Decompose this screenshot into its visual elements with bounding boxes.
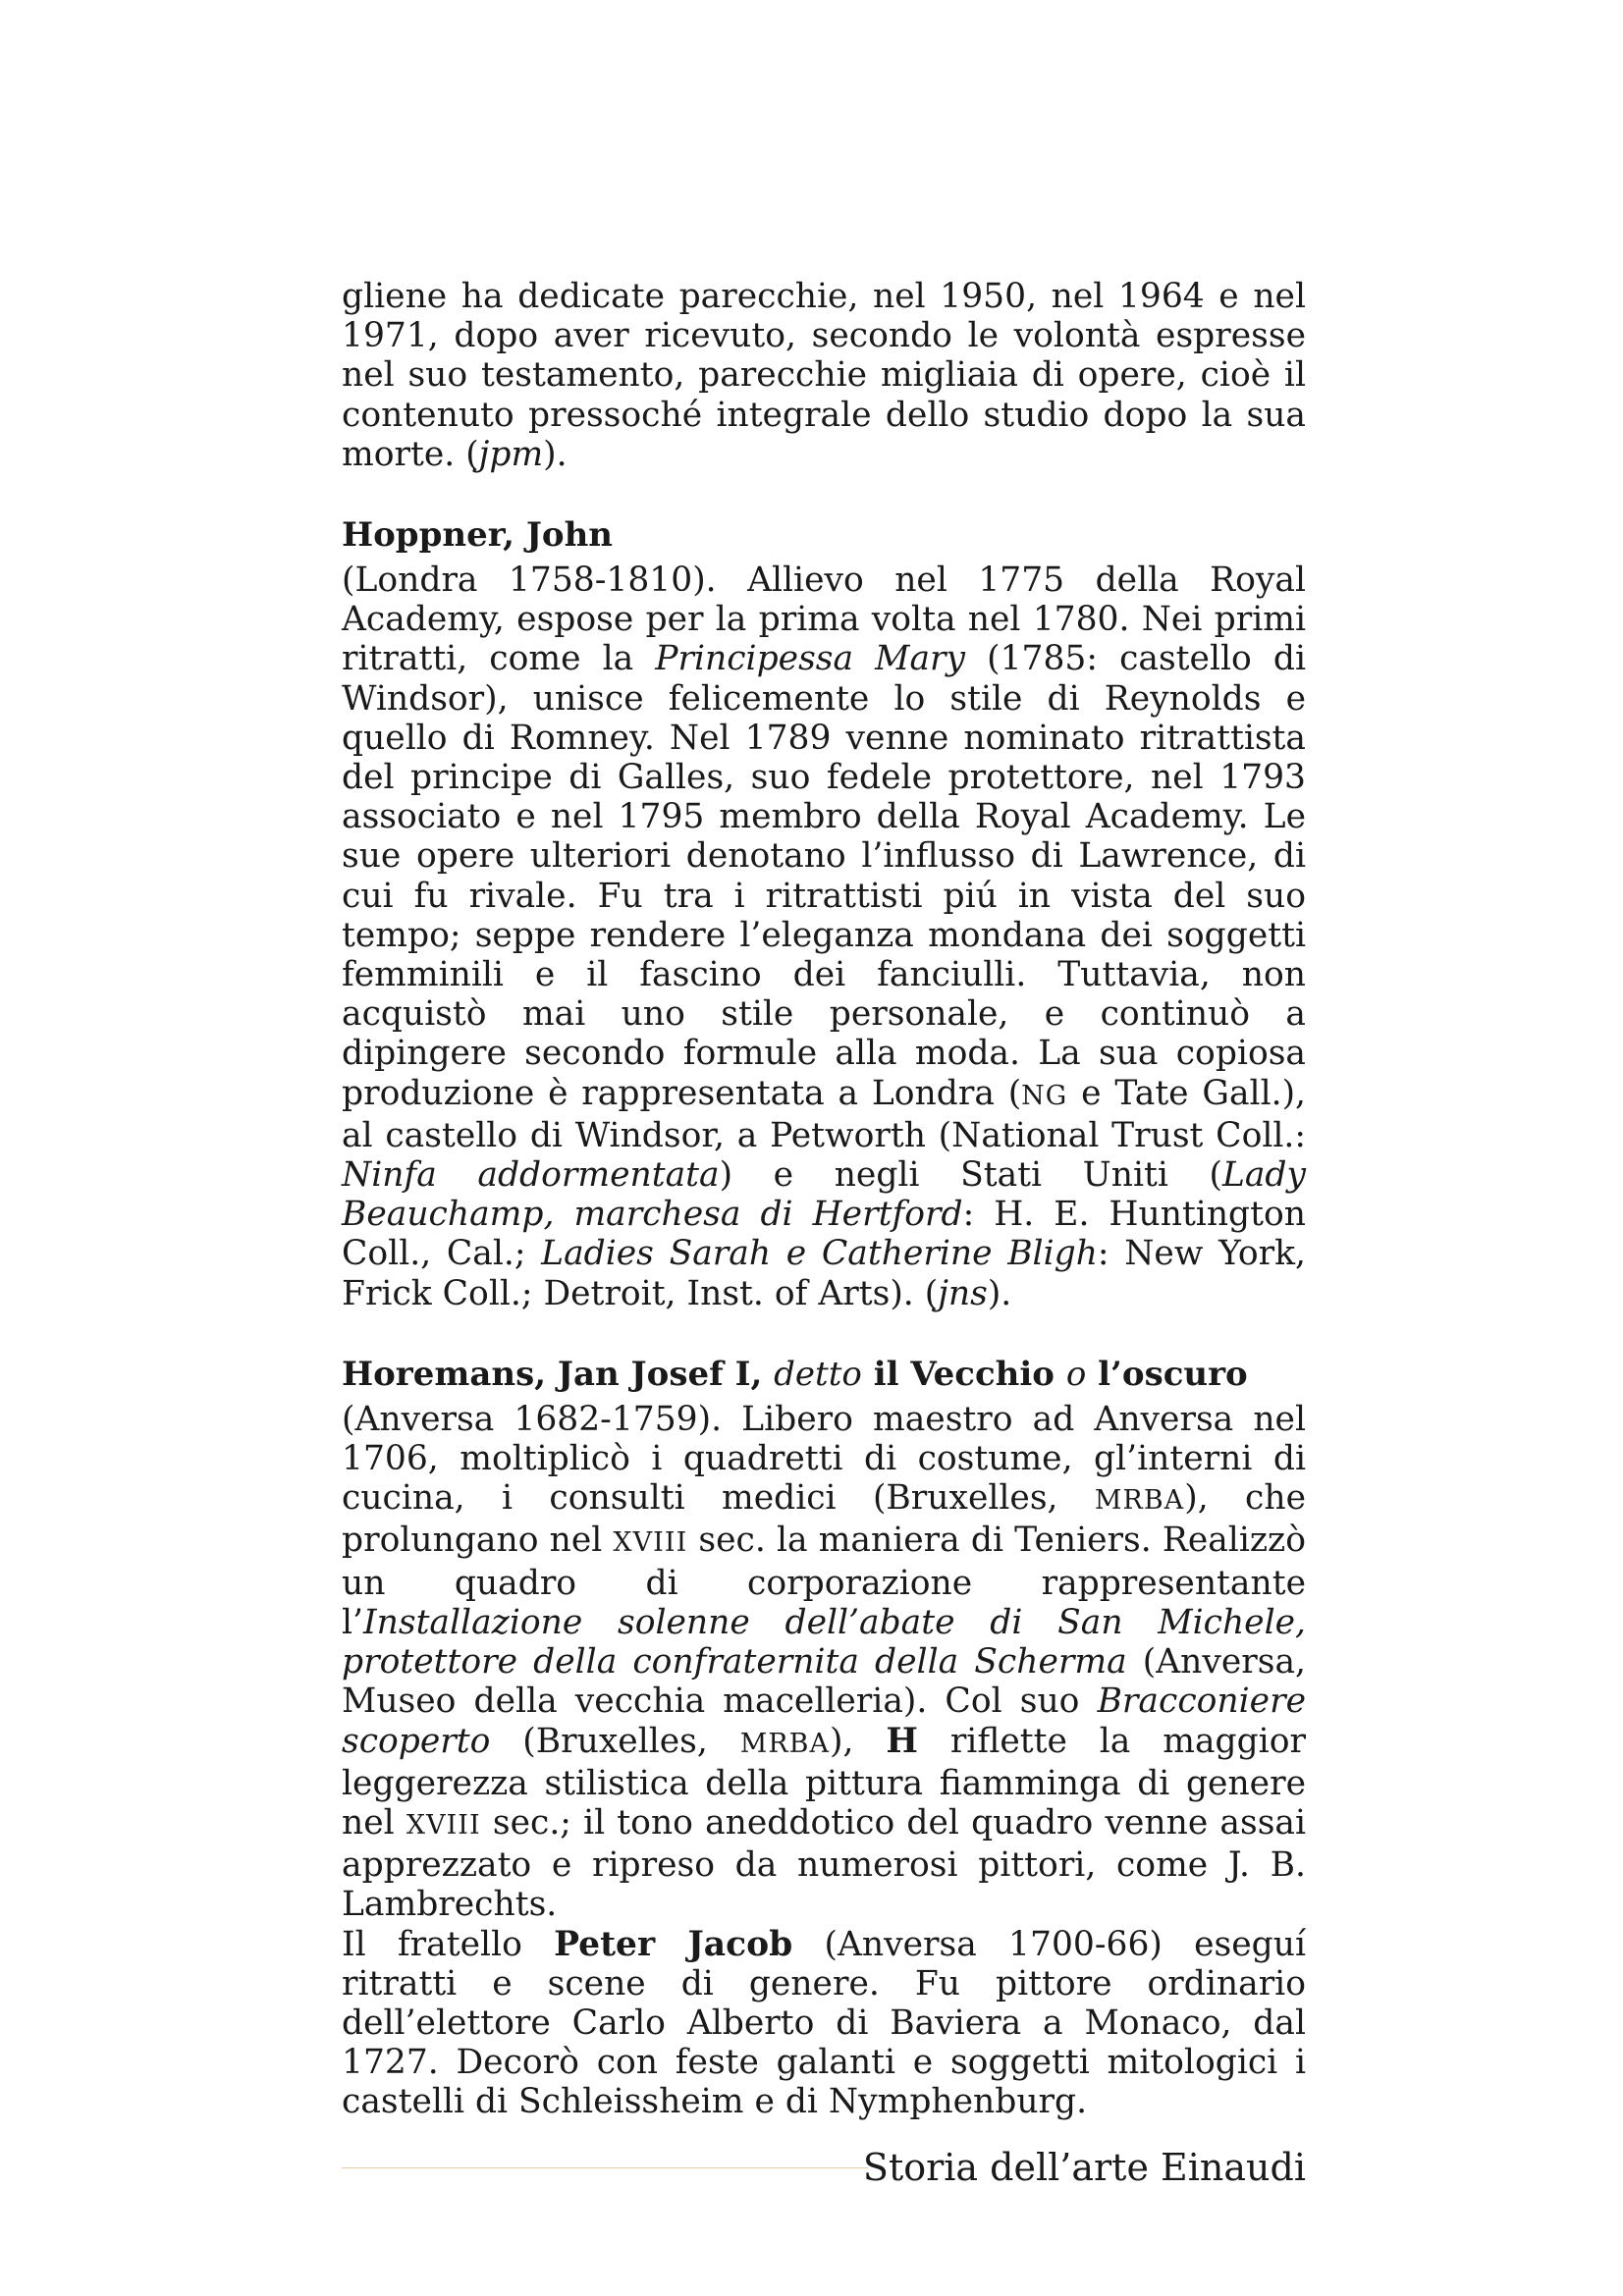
entry-body-hoppner: (Londra 1758-1810). Allievo nel 1775 della Royal Academy, espose per la prima volta nel 1780. Nei primi ritratti, come la Principessa Mary (1785: castello di Windsor), unisce felicemente lo stile di Reynolds e quello di Romney. Nel 1789 venne nominato ritrattista del principe di Galles, suo fedele protettore, nel 1793 associato e nel 1795 membro della Royal Academy. Le sue opere ulteriori denotano l’influsso di Lawrence, di cui fu rivale. Fu tra i ritrattisti piú in vista del suo tempo; seppe rendere l’eleganza mondana dei soggetti femminili e il fascino dei fanciulli. Tuttavia, non acquistò mai uno stile personale, e continuò a dipingere secondo formule alla moda. La sua copiosa produzione è rappresentata a Londra (NG e Tate Gall.), al castello di Windsor, a Petworth (National Trust Coll.: Ninfa addormentata) e negli Stati Uniti (Lady Beauchamp, marchesa di Hertford: H. E. Huntington Coll., Cal.; Ladies Sarah e Catherine Bligh: New York, Frick Coll.; Detroit, Inst. of Arts). (jns). <box>342 561 1307 1313</box>
footer-title: Storia dell’arte Einaudi <box>862 2146 1306 2189</box>
horemans-work-title: Bracconiere scoperto <box>342 1682 1306 1761</box>
hoppner-text-1: (Londra 1758-1810). Allievo nel 1775 della Royal Academy, espose per la prima volta nel 1780. Nei primi ritratti, come la <box>342 561 1306 679</box>
hoppner-signature: jns <box>938 1273 988 1313</box>
hoppner-work-title: Ladies Sarah e Catherine Bligh <box>541 1234 1098 1274</box>
horemans-initial: H <box>886 1721 918 1761</box>
horemans-title-oscuro: l’oscuro <box>1098 1354 1248 1394</box>
hoppner-abbreviation: NG <box>1021 1080 1068 1111</box>
horemans-text-6: ), <box>830 1721 887 1761</box>
hoppner-work-title: Ninfa addormentata <box>342 1155 720 1196</box>
entry-body-horemans-brother <box>342 1925 1306 2122</box>
horemans-title-detto: detto <box>774 1354 862 1394</box>
horemans-text-2: ), che prolungano nel <box>342 1478 1306 1561</box>
page-body <box>342 277 1306 2122</box>
horemans-century: XVIII <box>406 1809 481 1841</box>
hoppner-text-5: : H. E. Huntington Coll., Cal.; <box>342 1195 1306 1274</box>
horemans-work-title: Installazione solenne dell’abate di San Michele, protettore della confraternita della Scherma <box>342 1602 1306 1682</box>
hoppner-text-3: e Tate Gall.), al castello di Windsor, a Petworth (National Trust Coll.: <box>342 1073 1306 1155</box>
horemans-abbreviation: MRBA <box>739 1728 831 1759</box>
hoppner-text-4: ) e negli Stati Uniti ( <box>719 1155 1222 1196</box>
brother-name: Peter Jacob <box>554 1924 793 1964</box>
horemans-title-o: o <box>1065 1354 1087 1394</box>
horemans-title-name: Horemans, Jan Josef I, <box>342 1354 763 1394</box>
brother-intro: Il fratello <box>342 1924 555 1964</box>
hoppner-text-6: : New York, Frick Coll.; Detroit, Inst. of Arts). <box>342 1234 1306 1313</box>
horemans-text-1: (Anversa 1682-1759). Libero maestro ad Anversa nel 1706, moltiplicò i quadretti di costume, gl’interni di cucina, i consulti medici (Bruxelles, <box>342 1399 1306 1519</box>
intro-text: gliene ha dedicate parecchie, nel 1950, nel 1964 e nel 1971, dopo aver ricevuto, secondo le volontà espresse nel suo testamento, parecchie migliaia di opere, cioè il contenuto pressoché integrale dello studio dopo la sua morte. <box>342 277 1306 474</box>
horemans-text-3: sec. la maniera di Teniers. Realizzò un quadro di corporazione rappresentante l’ <box>342 1521 1306 1642</box>
brother-text: (Anversa 1700-66) eseguí ritratti e scene di genere. Fu pittore ordinario dell’elettore Carlo Alberto di Baviera a Monaco, dal 1727. Decorò con feste galanti e soggetti mitologici i castelli di Schleissheim e di Nymphenburg. <box>342 1924 1307 2122</box>
intro-signature: jpm <box>478 434 544 474</box>
horemans-text-8: sec.; il tono aneddotico del quadro venne assai apprezzato e ripreso da numerosi pittori, come J. B. Lambrechts. <box>342 1802 1306 1925</box>
entry-title-horemans <box>342 1355 1306 1394</box>
hoppner-text-2: (1785: castello di Windsor), unisce felicemente lo stile di Reynolds e quello di Romney. Nel 1789 venne nominato ritrattista del principe di Galles, suo fedele protettore, nel 1793 associato e nel 1795 membro della Royal Academy. Le sue opere ulteriori denotano l’influsso di Lawrence, di cui fu rivale. Fu tra i ritrattisti piú in vista del suo tempo; seppe rendere l’eleganza mondana dei soggetti femminili e il fascino dei fanciulli. Tuttavia, non acquistò mai uno stile personale, e continuò a dipingere secondo formule alla moda. La sua copiosa produzione è rappresentata a Londra ( <box>342 639 1307 1113</box>
hoppner-work-title: Principessa Mary <box>655 639 966 679</box>
entry-body-horemans <box>342 1400 1306 1925</box>
footer-rule <box>342 2167 868 2168</box>
entry-title-hoppner: Hoppner, John <box>342 515 614 556</box>
horemans-text-7: riflette la maggior leggerezza stilistica della pittura fiamminga di genere nel <box>342 1721 1306 1842</box>
horemans-title-vecchio: il Vecchio <box>873 1354 1055 1394</box>
page-footer <box>342 2140 1306 2195</box>
horemans-text-4: (Anversa, Museo della vecchia macelleria). Col suo <box>342 1642 1306 1722</box>
horemans-text-5: (Bruxelles, <box>490 1721 740 1761</box>
horemans-century: XVIII <box>613 1527 688 1559</box>
intro-paragraph: gliene ha dedicate parecchie, nel 1950, nel 1964 e nel 1971, dopo aver ricevuto, secondo le volontà espresse nel suo testamento, parecchie migliaia di opere, cioè il contenuto pressoché integrale dello studio dopo la sua morte. (jpm). <box>342 277 1306 474</box>
horemans-abbreviation: MRBA <box>1094 1485 1185 1517</box>
hoppner-work-title: Lady Beauchamp, marchesa di Hertford <box>342 1155 1306 1235</box>
